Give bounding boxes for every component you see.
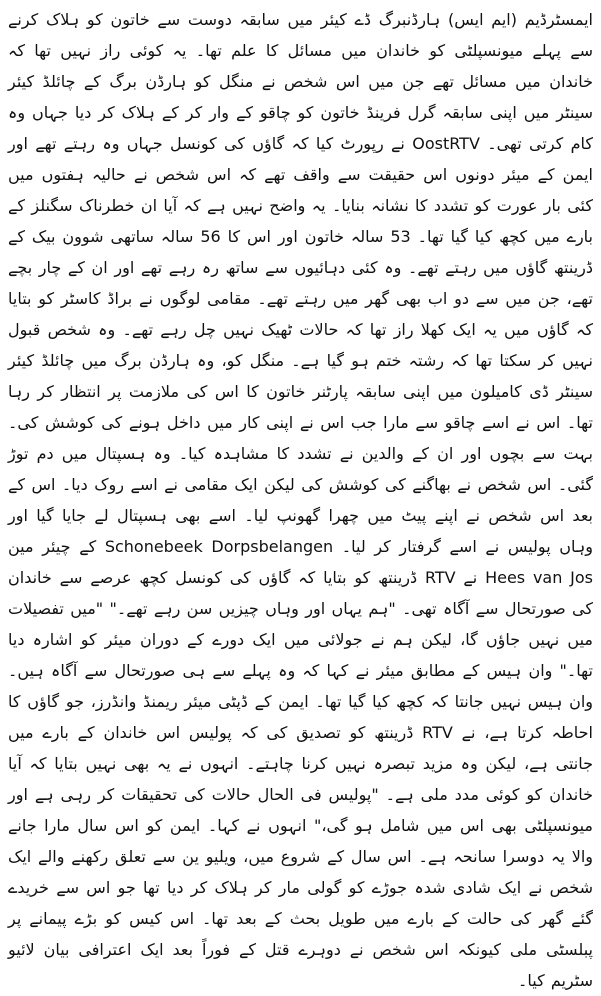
article-body-text: ایمسٹرڈیم (ایم ایس) ہارڈنبرگ ڈے کیئر میں سابقہ دوست سے خاتون کو ہلاک کرنے سے پہلے میونسپلٹی کو خاندان میں مسائل کا علم تھا۔ یہ کوئی راز نہیں تھا کہ خاندان میں مسائل تھے جن میں اس شخص نے منگل کو ہارڈن برگ کے چائلڈ کیئر سینٹر میں اپنی سابقہ گرل فرینڈ خاتون کو چاقو کے وار کر کے ہلاک کر دیا جہاں وہ کام کرتی تھی۔ OostRTV نے رپورٹ کیا کہ گاؤں کی کونسل جہاں وہ رہتے تھے اور ایمن کے میئر دونوں اس حقیقت سے واقف تھے کہ اس شخص نے حالیہ ہفتوں میں کئی بار عورت کو تشدد کا نشانہ بنایا۔ یہ واضح نہیں ہے کہ آیا ان خطرناک سگنلز کے بارے میں کچھ کیا گیا تھا۔ 53 سالہ خاتون اور اس کا 56 سالہ ساتھی شوون بیک کے ڈرینتھ گاؤں میں رہتے تھے۔ وہ کئی دہائیوں سے ساتھ رہ رہے تھے اور ان کے چار بچے تھے، جن میں سے دو اب بھی گھر میں رہتے تھے۔ مقامی لوگوں نے براڈ کاسٹر کو بتایا کہ گاؤں میں یہ ایک کھلا راز تھا کہ حالات ٹھیک نہیں چل رہے تھے۔ وہ شخص قبول نہیں کر سکتا تھا کہ رشتہ ختم ہو گیا ہے۔ منگل کو، وہ ہارڈن برگ میں چائلڈ کیئر سینٹر ڈی کامیلون میں اپنی سابقہ پارٹنر خاتون کا اس کی ملازمت پر انتظار کر رہا تھا۔ اس نے اسے چاقو سے مارا جب اس نے اپنی کار میں داخل ہونے کی کوشش کی۔ بہت سے بچوں اور ان کے والدین نے تشدد کا مشاہدہ کیا۔ وہ ہسپتال میں دم توڑ گئی۔ اس شخص نے بھاگنے کی کوشش کی لیکن ایک مقامی نے اسے روک دیا۔ اس کے بعد اس شخص نے اپنے پیٹ میں چھرا گھونپ لیا۔ اسے بھی ہسپتال لے جایا گیا اور وہاں پولیس نے اسے گرفتار کر لیا۔ Schonebeek Dorpsbelangen کے چیئر مین Hees van Jos نے RTV ڈرینتھ کو بتایا کہ گاؤں کی کونسل کچھ عرصے سے خاندان کی صورتحال سے آگاہ تھی۔ "ہم یہاں اور وہاں چیزیں سن رہے تھے۔" "میں تفصیلات میں نہیں جاؤں گا، لیکن ہم نے جولائی میں ایک دورے کے دوران میئر کو اشارہ دیا تھا۔" وان ہیس کے مطابق میئر نے کہا کہ وہ پہلے سے ہی صورتحال سے آگاہ ہیں۔ وان ہیس نہیں جانتا کہ کچھ کیا گیا تھا۔ ایمن کے ڈپٹی میئر ریمنڈ وانڈرز، جو گاؤں کا احاطہ کرتا ہے، نے RTV ڈرینتھ کو تصدیق کی کہ پولیس اس خاندان کے بارے میں جانتی ہے، لیکن وہ مزید تبصرہ نہیں کرنا چاہتے۔ انہوں نے یہ بھی نہیں بتایا کہ آیا خاندان کو کوئی مدد ملی ہے۔ "پولیس فی الحال حالات کی تحقیقات کر رہی ہے اور میونسپلٹی بھی اس میں شامل ہو گی،" انہوں نے کہا۔ ایمن کو اس سال مارا جانے والا یہ دوسرا سانحہ ہے۔ اس سال کے شروع میں، ویلیو ین سے تعلق رکھنے والے ایک شخص نے ایک شادی شدہ جوڑے کو گولی مار کر ہلاک کر دیا تھا جو اس سے خریدے گئے گھر کی حالت کے بارے میں طویل بحث کے بعد تھا۔ اس کیس کو بڑے پیمانے پر پبلسٹی ملی کیونکہ اس شخص نے دوہرے قتل کے فوراً بعد ایک اعترافی بیان لائیو سٹریم کیا۔	[8, 10, 594, 990]
